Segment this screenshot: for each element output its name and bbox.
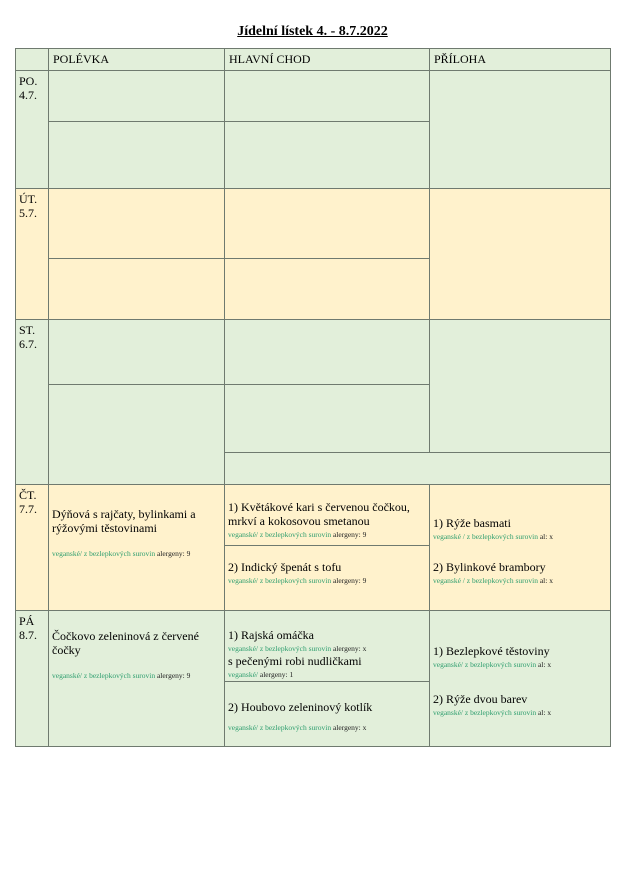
- day-label-thursday: [15, 484, 49, 611]
- main-name: 2) Houbovo zeleninový kotlík: [228, 700, 373, 714]
- thursday-main-1: [224, 484, 430, 546]
- allergens-note: al: x: [537, 708, 552, 717]
- header-side: PŘÍLOHA: [429, 48, 611, 71]
- header-main: HLAVNÍ CHOD: [224, 48, 430, 71]
- monday-side: [429, 70, 611, 189]
- vegan-note: veganské/ z bezlepkových surovin: [228, 530, 332, 539]
- thursday-main-2: [224, 545, 430, 611]
- header-soup: POLÉVKA: [48, 48, 225, 71]
- friday-side: [429, 610, 611, 747]
- wednesday-extra: [224, 452, 611, 485]
- allergens-note: al: x: [539, 532, 553, 541]
- vegan-note: veganské/ z bezlepkových surovin: [433, 660, 537, 669]
- tuesday-main-2: [224, 258, 430, 320]
- day-abbr: PO.: [19, 74, 38, 88]
- main-name: 1) Květákové kari s červenou čočkou, mrkví a kokosovou smetanou: [228, 500, 410, 528]
- vegan-note: veganské/ z bezlepkových surovin: [228, 576, 332, 585]
- day-label-tuesday: [15, 188, 49, 320]
- wednesday-side: [429, 319, 611, 453]
- monday-soup-2: [48, 121, 225, 189]
- thursday-side: [429, 484, 611, 611]
- soup-name: Dýňová s rajčaty, bylinkami a rýžovými těstovinami: [52, 507, 196, 535]
- wednesday-soup-2: [48, 384, 225, 485]
- vegan-note: veganské/ z bezlepkových surovin: [52, 671, 156, 680]
- allergens-note: alergeny: 9: [156, 549, 191, 558]
- wednesday-main-1: [224, 319, 430, 385]
- main-name-extra: s pečenými robi nudličkami: [228, 654, 362, 668]
- monday-main-1: [224, 70, 430, 122]
- side-name: 2) Rýže dvou barev: [433, 692, 528, 706]
- day-label-wednesday: [15, 319, 49, 485]
- allergens-note: alergeny: x: [332, 723, 367, 732]
- day-abbr: PÁ: [19, 614, 35, 628]
- friday-main-2: [224, 681, 430, 747]
- header-corner: [15, 48, 49, 71]
- tuesday-soup-2: [48, 258, 225, 320]
- day-abbr: ČT.: [19, 488, 37, 502]
- allergens-note: al: x: [539, 576, 553, 585]
- vegan-note: veganské/: [228, 670, 258, 679]
- thursday-soup: [48, 484, 225, 611]
- vegan-note: veganské / z bezlepkových surovin: [433, 576, 538, 585]
- soup-name: Čočkovo zeleninová z červené čočky: [52, 629, 199, 657]
- wednesday-main-2: [224, 384, 430, 453]
- allergens-note: alergeny: 1: [259, 670, 294, 679]
- allergens-note: alergeny: 9: [332, 530, 367, 539]
- day-abbr: ST.: [19, 323, 36, 337]
- day-date: 6.7.: [19, 337, 37, 351]
- friday-soup: [48, 610, 225, 747]
- friday-main-1: [224, 610, 430, 682]
- monday-main-2: [224, 121, 430, 189]
- allergens-note: alergeny: 9: [156, 671, 191, 680]
- vegan-note: veganské/ z bezlepkových surovin: [52, 549, 156, 558]
- day-label-friday: [15, 610, 49, 747]
- vegan-note: veganské/ z bezlepkových surovin: [433, 708, 537, 717]
- allergens-note: al: x: [537, 660, 552, 669]
- wednesday-soup-1: [48, 319, 225, 385]
- day-date: 5.7.: [19, 206, 37, 220]
- vegan-note: veganské/ z bezlepkových surovin: [228, 644, 332, 653]
- tuesday-main-1: [224, 188, 430, 259]
- day-date: 7.7.: [19, 502, 37, 516]
- tuesday-soup-1: [48, 188, 225, 259]
- allergens-note: alergeny: 9: [332, 576, 367, 585]
- side-name: 1) Rýže basmati: [433, 516, 511, 530]
- vegan-note: veganské / z bezlepkových surovin: [433, 532, 538, 541]
- menu-title: Jídelní lístek 4. - 8.7.2022: [237, 24, 388, 39]
- tuesday-side: [429, 188, 611, 320]
- side-name: 1) Bezlepkové těstoviny: [433, 644, 550, 658]
- vegan-note: veganské/ z bezlepkových surovin: [228, 723, 332, 732]
- allergens-note: alergeny: x: [332, 644, 367, 653]
- main-name: 2) Indický špenát s tofu: [228, 560, 342, 574]
- side-name: 2) Bylinkové brambory: [433, 560, 546, 574]
- day-date: 4.7.: [19, 88, 37, 102]
- monday-soup-1: [48, 70, 225, 122]
- day-label-monday: [15, 70, 49, 189]
- main-name: 1) Rajská omáčka: [228, 628, 314, 642]
- day-date: 8.7.: [19, 628, 37, 642]
- day-abbr: ÚT.: [19, 192, 38, 206]
